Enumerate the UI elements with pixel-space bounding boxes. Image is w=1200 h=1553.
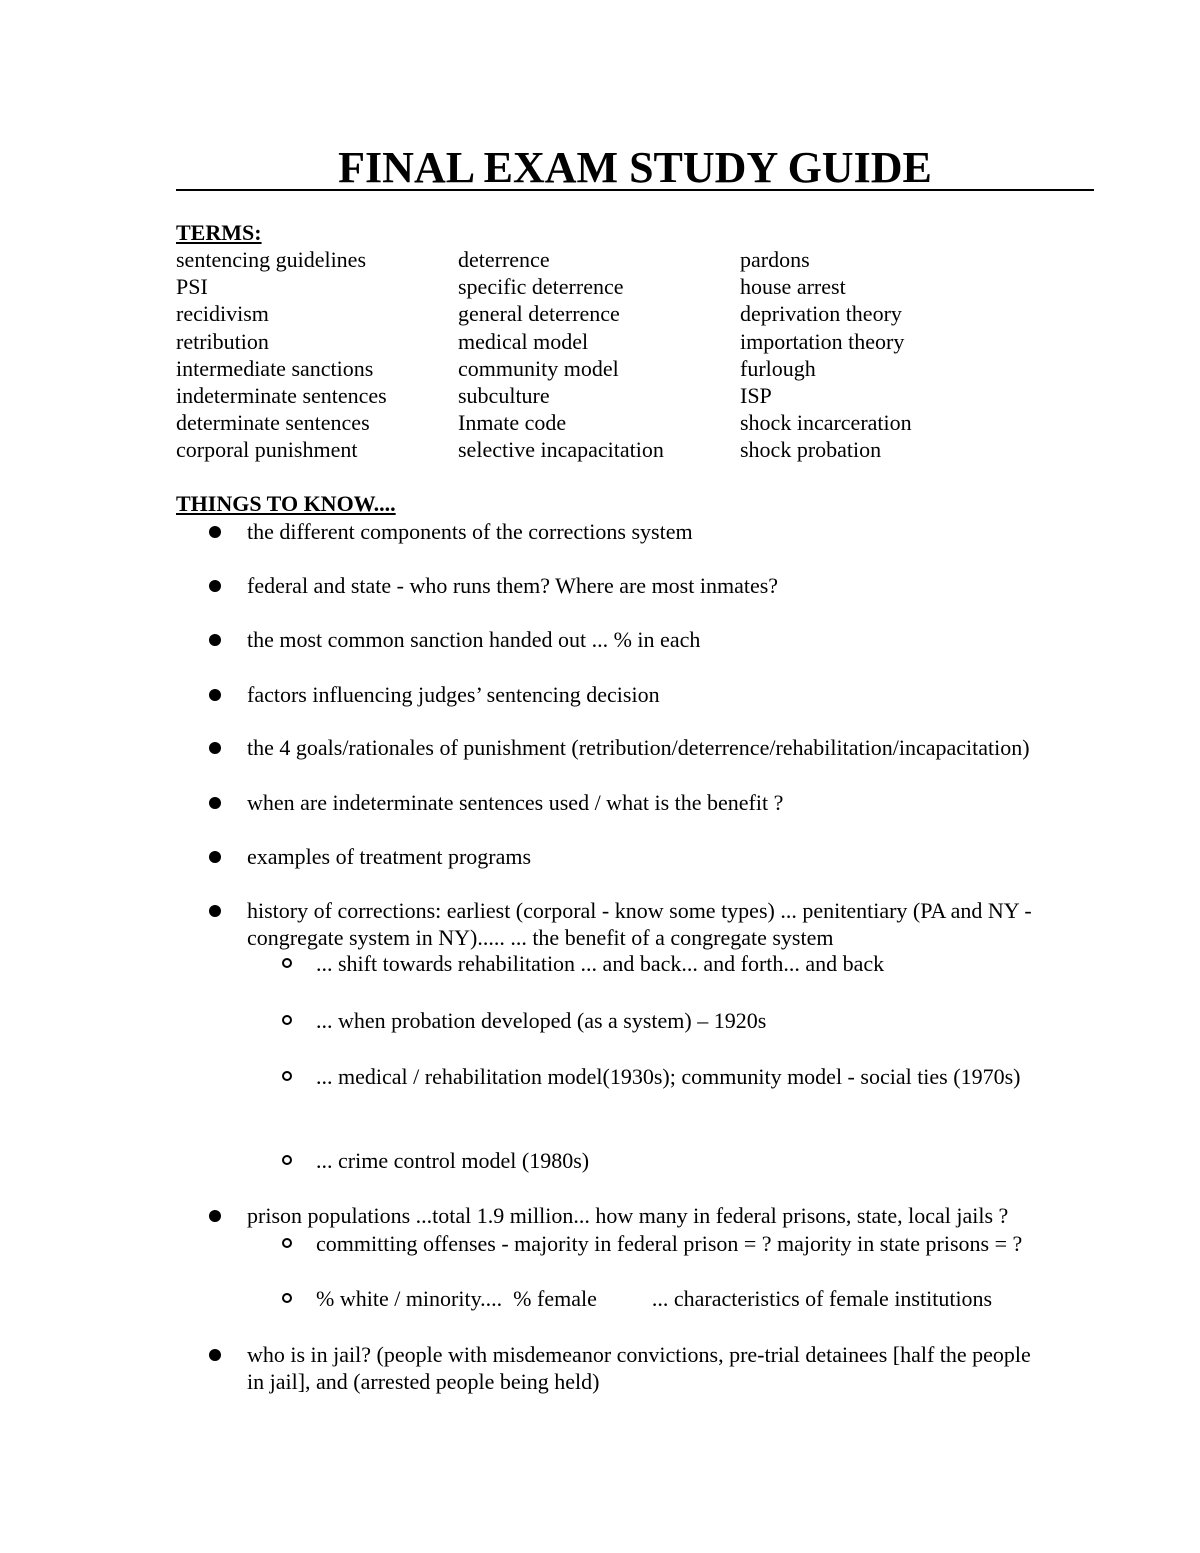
sub-bullet-icon [282,1071,292,1081]
bullet-text: when are indeterminate sentences used / what is the benefit ? [247,790,784,815]
terms-heading: TERMS: [176,220,262,245]
term: indeterminate sentences [176,383,387,409]
bullet-icon [209,851,221,863]
sub-bullet-text: % white / minority.... % female ... characteristics of female institutions [316,1286,993,1311]
term: determinate sentences [176,410,370,436]
bullet-text: examples of treatment programs [247,844,532,869]
bullet-icon [209,580,221,592]
term: deprivation theory [740,301,902,327]
bullet-icon [209,526,221,538]
bullet-text: prison populations ...total 1.9 million... how many in federal prisons, state, local jails ? [247,1203,1009,1228]
term: medical model [458,328,589,354]
term: shock incarceration [740,410,912,436]
term: subculture [458,383,550,409]
term: deterrence [458,247,550,272]
things-heading: THINGS TO KNOW.... [176,491,396,516]
sub-bullet-icon [282,1015,292,1025]
term: intermediate sanctions [176,355,374,381]
term: importation theory [740,328,905,354]
term: PSI [176,274,208,300]
bullet-text: who is in jail? (people with misdemeanor convictions, pre-trial detainees [half the people [247,1342,1031,1367]
sub-bullet-icon [282,1293,292,1303]
sub-bullet-icon [282,1155,292,1165]
term: corporal punishment [176,437,358,463]
term: house arrest [740,274,846,300]
bullet-icon [209,634,221,646]
bullet-text: the most common sanction handed out ... % in each [247,627,701,652]
term: specific deterrence [458,274,624,300]
sub-bullet-text: ... medical / rehabilitation model(1930s); community model - social ties (1970s) [316,1064,1021,1089]
term: selective incapacitation [458,437,664,463]
term: community model [458,355,619,381]
sub-bullet-icon [282,1238,292,1248]
title-rule [176,189,1094,191]
sub-bullet-text: ... crime control model (1980s) [316,1148,590,1173]
terms-table [176,246,1040,464]
bullet-icon [209,689,221,701]
bullet-text: history of corrections: earliest (corporal - know some types) ... penitentiary (PA and NY - [247,898,1032,923]
sub-bullet-text: committing offenses - majority in federal prison = ? majority in state prisons = ? [316,1231,1023,1256]
term: sentencing guidelines [176,247,367,272]
bullet-text: the different components of the corrections system [247,519,693,544]
bullet-icon [209,1210,221,1222]
term: shock probation [740,437,882,463]
bullet-text: factors influencing judges’ sentencing decision [247,682,660,707]
term: pardons [740,247,810,272]
term: Inmate code [458,410,567,436]
bullet-icon [209,742,221,754]
bullet-text: in jail], and (arrested people being held) [247,1369,600,1394]
sub-bullet-text: ... shift towards rehabilitation ... and back... and forth... and back [316,951,885,976]
term: ISP [740,383,772,409]
page-title: FINAL EXAM STUDY GUIDE [338,143,932,192]
term: retribution [176,328,269,354]
term: furlough [740,355,816,381]
bullet-text: federal and state - who runs them? Where are most inmates? [247,573,779,598]
bullet-text: the 4 goals/rationales of punishment (retribution/deterrence/rehabilitation/incapacitation) [247,735,1030,760]
bullet-icon [209,1349,221,1361]
sub-bullet-icon [282,958,292,968]
bullet-text: congregate system in NY)..... ... the benefit of a congregate system [247,925,834,950]
term: recidivism [176,301,269,327]
sub-bullet-text: ... when probation developed (as a system) – 1920s [316,1008,767,1033]
term: general deterrence [458,301,620,327]
bullet-icon [209,797,221,809]
bullet-icon [209,905,221,917]
